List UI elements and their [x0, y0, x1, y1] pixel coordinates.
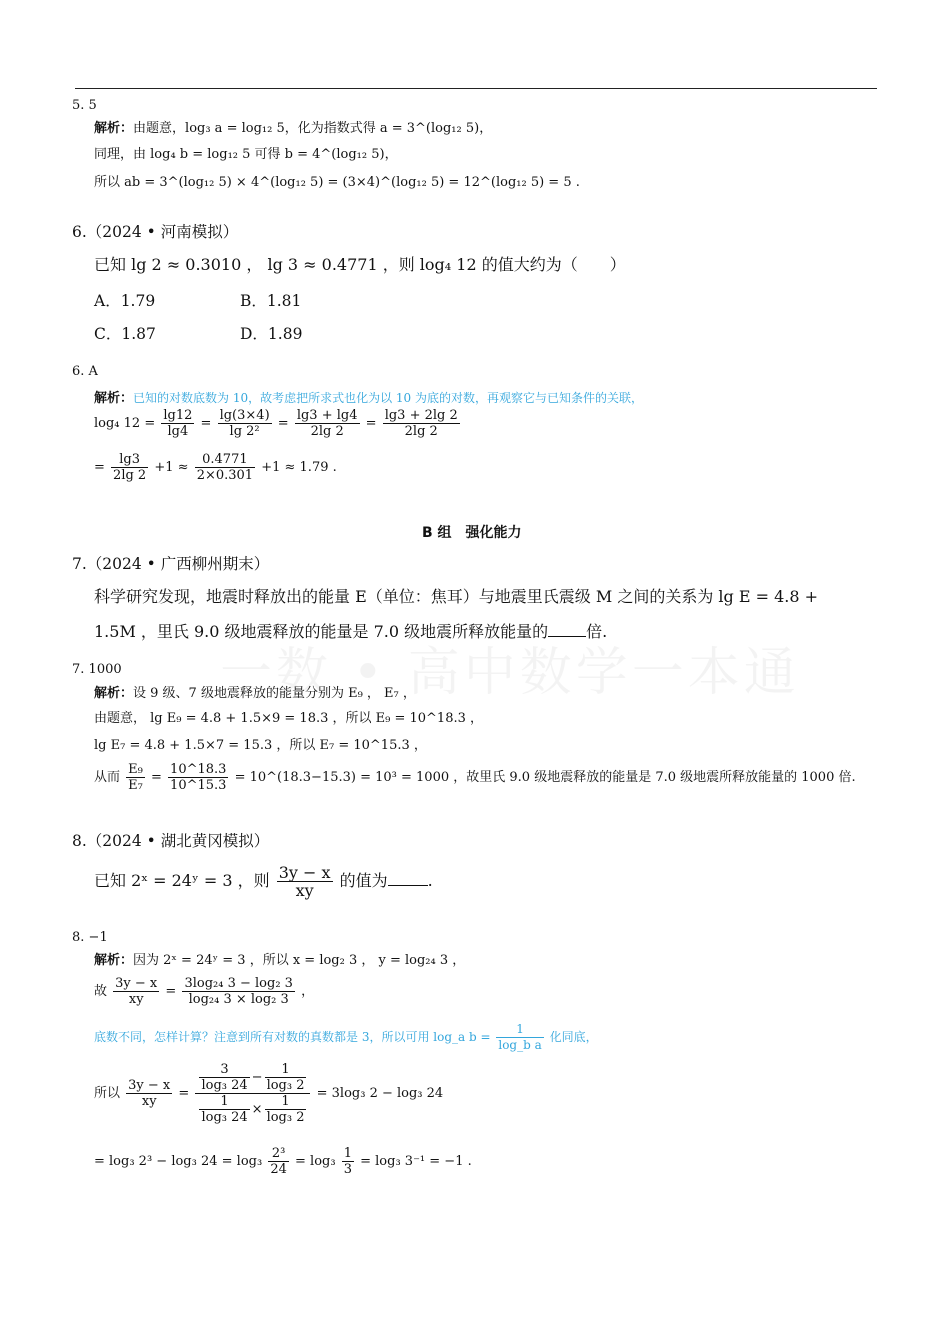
analysis-label: 解析： [94, 391, 134, 406]
answer-value: −1 [88, 930, 108, 945]
denominator: xy [141, 1094, 157, 1109]
answer-8-line-3 [94, 1062, 443, 1125]
answer-7-line-2: 由题意， lg E₉ = 4.8 + 1.5×9 = 18.3 ，所以 E₉ = 10^18.3 ， [94, 711, 484, 726]
question-7-line-2 [94, 621, 607, 643]
formula: +1 ≈ 1.79 . [261, 460, 337, 475]
option-b: B．1.81 [240, 292, 302, 310]
compound-numerator [195, 1062, 310, 1094]
answer-8-hint [94, 1022, 598, 1053]
fraction [383, 408, 460, 439]
equals: = [94, 460, 105, 475]
text: ， [301, 984, 315, 999]
numerator: 1 [199, 1094, 249, 1110]
numerator: lg3 + 2lg 2 [384, 408, 458, 423]
numerator: 3log₂₄ 3 − log₂ 3 [184, 976, 293, 991]
question-number: 7. [72, 555, 87, 573]
answer-6-line-2 [94, 452, 337, 483]
answer-number: 7. [72, 662, 85, 677]
option-c: C．1.87 [94, 325, 156, 343]
numerator: 1 [265, 1094, 307, 1110]
answer-5-header [72, 98, 97, 114]
fraction [182, 976, 294, 1007]
question-8-header [72, 831, 269, 851]
hint-text: 底数不同，怎样计算？注意到所有对数的真数都是 3，所以可用 log_a b = [94, 1030, 491, 1044]
answer-number: 8. [72, 930, 85, 945]
numerator: lg3 + lg4 [296, 408, 358, 423]
equals: = [200, 416, 212, 431]
text: 所以 [94, 1086, 121, 1101]
question-number: 6. [72, 223, 87, 241]
analysis-label: 解析： [94, 953, 134, 968]
numerator: E₉ [128, 762, 143, 777]
question-source: （2024 • 湖北黄冈模拟） [86, 832, 270, 850]
hint-text: 已知的对数底数为 10，故考虑把所求式也化为以 10 为底的对数，再观察它与已知条件的关联， [133, 391, 644, 405]
question-source: （2024 • 广西柳州期末） [86, 555, 270, 573]
text: = 10^(18.3−15.3) = 10³ = 1000 ，故里氏 9.0 级地震释放的能量是 7.0 级地震所释放能量的 1000 倍. [234, 770, 856, 785]
denominator: lg4 [167, 424, 189, 439]
text: 设 9 级、7 级地震释放的能量分别为 E₉ ， E₇ ， [133, 686, 416, 701]
compound-fraction [195, 1062, 310, 1125]
fraction [496, 1022, 543, 1053]
header-rule [75, 88, 877, 89]
fraction [199, 1094, 249, 1125]
denominator: 2lg 2 [404, 424, 438, 439]
denominator: xy [128, 992, 144, 1007]
answer-blank [388, 873, 428, 886]
answer-number: 6. [72, 364, 85, 379]
answer-value: A [88, 364, 98, 379]
answer-value: 5 [88, 98, 97, 113]
question-7-header [72, 554, 269, 574]
answer-6-header [72, 364, 98, 380]
denominator: 24 [270, 1162, 287, 1177]
question-6-header [72, 222, 238, 242]
fraction [342, 1146, 354, 1177]
formula: = log₃ 2³ − log₃ 24 = log₃ [94, 1154, 263, 1169]
denominator: 2×0.301 [196, 468, 254, 483]
equals: = [151, 770, 162, 785]
answer-7-line-4 [94, 762, 856, 793]
denominator: 3 [343, 1162, 352, 1177]
numerator: 3y − x [128, 1078, 171, 1093]
fraction [218, 408, 272, 439]
text: 由题意， [133, 121, 186, 136]
text: . [427, 871, 433, 890]
denominator: 2lg 2 [113, 468, 147, 483]
denominator: log₃ 24 [201, 1078, 248, 1093]
fraction [126, 1078, 172, 1109]
numerator: 3 [199, 1062, 249, 1078]
fraction [126, 762, 145, 793]
text: 倍. [586, 622, 608, 641]
analysis-label: 解析： [94, 686, 134, 701]
formula: = log₃ [295, 1154, 336, 1169]
text: 的值为 [339, 871, 388, 890]
fraction [265, 1094, 307, 1125]
fraction [111, 452, 148, 483]
answer-7-header [72, 662, 122, 678]
denominator: log₃ 2 [266, 1078, 305, 1093]
equals: = [178, 1086, 190, 1101]
equals: = [277, 416, 289, 431]
operator: × [251, 1102, 263, 1117]
denominator: log₂₄ 3 × log₂ 3 [188, 992, 289, 1007]
text: 故 [94, 984, 108, 999]
answer-7-line-3: lg E₇ = 4.8 + 1.5×7 = 15.3 ，所以 E₇ = 10^15.3 ， [94, 738, 427, 753]
analysis-label: 解析： [94, 121, 134, 136]
formula: = 3log₃ 2 − log₃ 24 [316, 1086, 444, 1101]
answer-8-line-2 [94, 976, 314, 1007]
question-8-stem [94, 864, 433, 899]
option-a: A．1.79 [94, 292, 156, 310]
denominator: log_b a [498, 1038, 542, 1052]
answer-6-line-1 [94, 408, 462, 439]
fraction [113, 976, 159, 1007]
answer-blank [548, 624, 586, 637]
numerator: 1 [343, 1146, 352, 1161]
question-source: （2024 • 河南模拟） [86, 223, 239, 241]
answer-5-line-2: 同理，由 log₄ b = log₁₂ 5 可得 b = 4^(log₁₂ 5)， [94, 147, 398, 162]
text: 1.5M ，里氏 9.0 级地震释放的能量是 7.0 级地震所释放能量的 [94, 622, 549, 641]
fraction [295, 408, 360, 439]
numerator: 1 [496, 1022, 543, 1038]
text: 因为 2ˣ = 24ʸ = 3 ，所以 x = log₂ 3 ， y = log₂₄ 3 ， [133, 953, 466, 968]
question-number: 8. [72, 832, 87, 850]
answer-8-line-4 [94, 1146, 472, 1177]
equals: = [165, 984, 177, 999]
denominator: lg 2² [229, 424, 260, 439]
denominator: E₇ [128, 778, 143, 793]
answer-value: 1000 [88, 662, 122, 677]
numerator: lg3 [111, 452, 148, 468]
option-d: D．1.89 [240, 325, 303, 343]
answer-number: 5. [72, 98, 85, 113]
fraction [161, 408, 194, 439]
fraction [277, 864, 333, 899]
fraction [168, 762, 228, 793]
fraction [199, 1062, 249, 1093]
formula: log₃ a = log₁₂ 5，化为指数式得 a = 3^(log₁₂ 5)， [185, 121, 493, 136]
numerator: lg12 [163, 408, 193, 423]
operator: − [251, 1070, 263, 1085]
numerator: 10^18.3 [170, 762, 227, 777]
question-6-stem: 已知 lg 2 ≈ 0.3010 ， lg 3 ≈ 0.4771 ，则 log₄ 12 的值大约为（ ） [94, 255, 626, 274]
formula: log₄ 12 = [94, 416, 156, 431]
numerator: 0.4771 [195, 452, 255, 468]
numerator: lg(3×4) [219, 408, 270, 423]
equals: = [365, 416, 377, 431]
denominator: log₃ 2 [266, 1110, 305, 1125]
fraction [265, 1062, 307, 1093]
numerator: 3y − x [115, 976, 158, 991]
denominator: 2lg 2 [310, 424, 344, 439]
denominator: log₃ 24 [201, 1110, 248, 1125]
compound-denominator [195, 1094, 310, 1125]
text: 已知 2ˣ = 24ʸ = 3 ，则 [94, 871, 270, 890]
answer-7-line-1 [94, 686, 416, 702]
fraction [195, 452, 255, 483]
fraction [268, 1146, 289, 1177]
numerator: 1 [265, 1062, 307, 1078]
denominator: xy [295, 881, 314, 900]
text: 从而 [94, 770, 121, 785]
answer-8-header [72, 930, 108, 946]
numerator: 3y − x [278, 863, 331, 882]
question-7-line-1: 科学研究发现，地震时释放出的能量 E（单位：焦耳）与地震里氏震级 M 之间的关系为 lg E = 4.8 + [94, 587, 819, 606]
answer-8-line-1 [94, 953, 465, 969]
hint-text: 化同底， [549, 1030, 598, 1044]
answer-5-line-3: 所以 ab = 3^(log₁₂ 5) × 4^(log₁₂ 5) = (3×4)^(log₁₂ 5) = 12^(log₁₂ 5) = 5 . [94, 175, 580, 190]
denominator: 10^15.3 [170, 778, 227, 793]
answer-6-hint-line [94, 390, 643, 407]
answer-5-line-1 [94, 121, 492, 137]
formula: +1 ≈ [154, 460, 189, 475]
section-title: B 组 强化能力 [422, 525, 522, 541]
formula: = log₃ 3⁻¹ = −1 . [360, 1154, 472, 1169]
numerator: 2³ [268, 1146, 289, 1162]
